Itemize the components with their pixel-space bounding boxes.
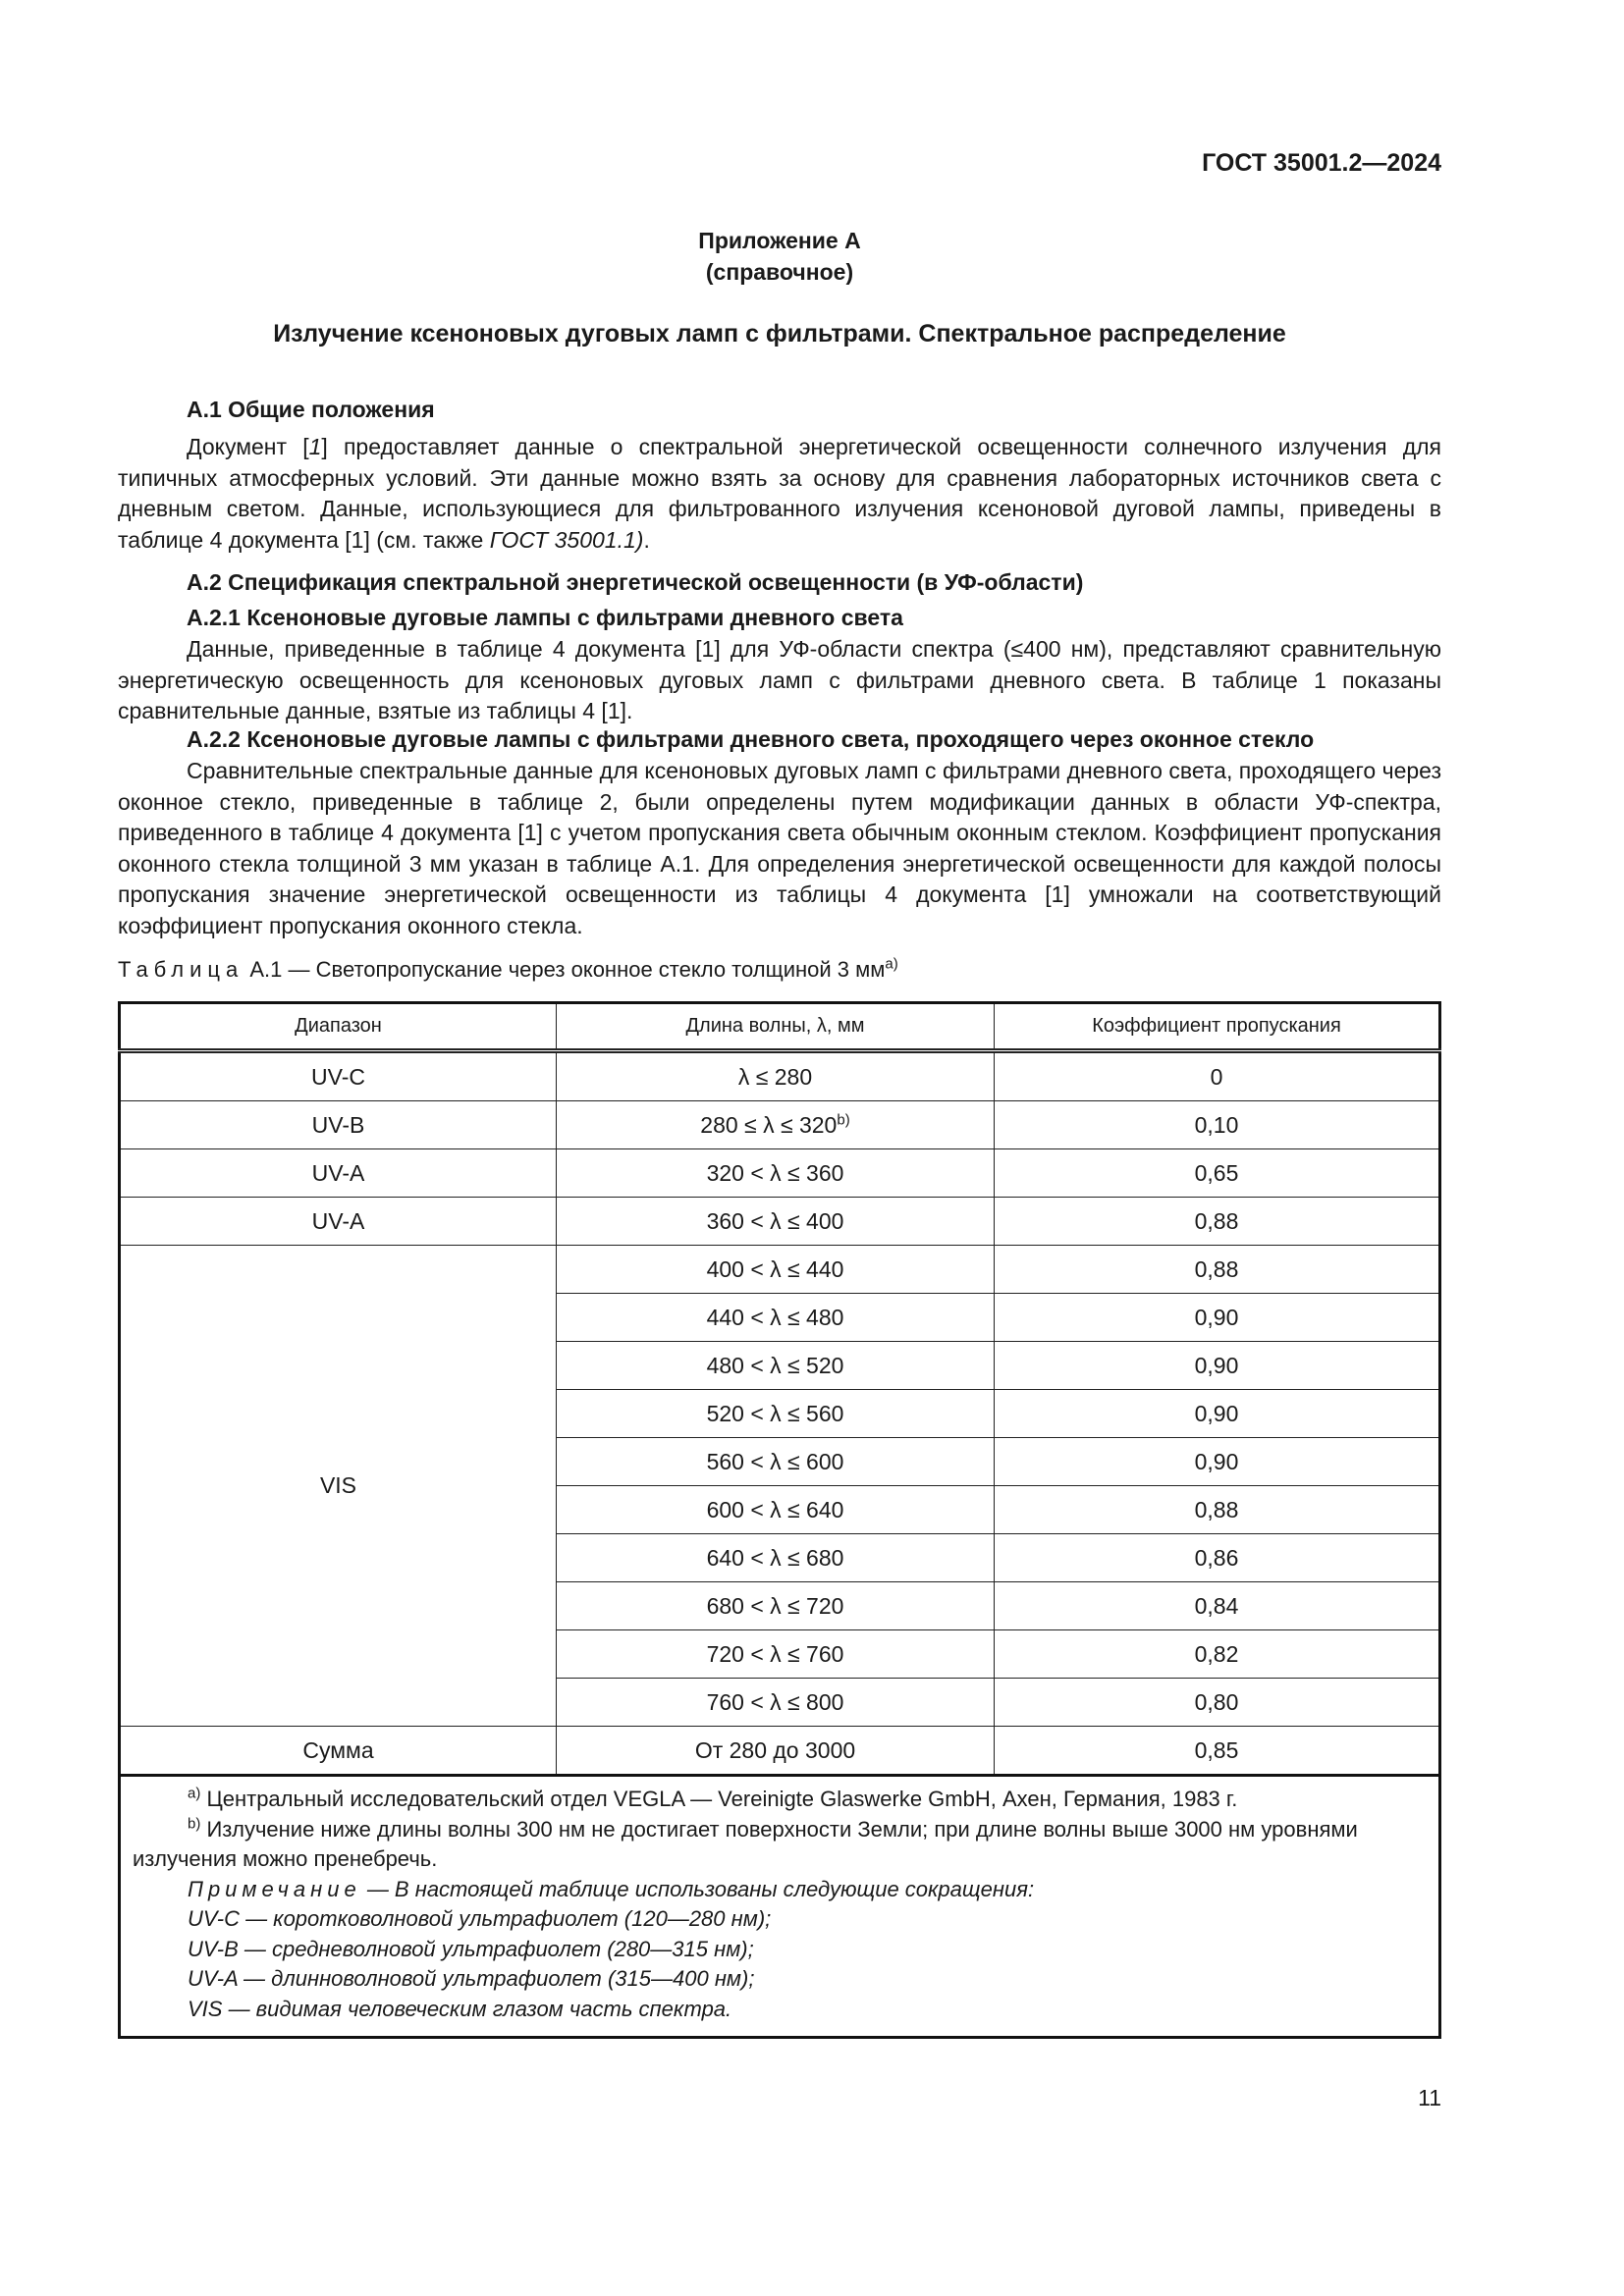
- coefficient-cell-text: 0,90: [1194, 1400, 1239, 1426]
- column-header: Коэффициент пропускания: [995, 1003, 1440, 1051]
- note-text: — В настоящей таблице использованы следующие сокращения:: [360, 1876, 1035, 1901]
- wavelength-cell: [557, 1582, 995, 1630]
- coefficient-cell-text: 0,90: [1194, 1448, 1239, 1474]
- section-a2-heading: А.2 Спецификация спектральной энергетической освещенности (в УФ-области): [187, 569, 1084, 595]
- wavelength-cell-text: 280 ≤ λ ≤ 320: [700, 1111, 838, 1138]
- table-row: [120, 1198, 1440, 1246]
- coefficient-cell: [995, 1198, 1440, 1246]
- coefficient-cell: [995, 1294, 1440, 1342]
- table-row: [120, 1246, 1440, 1294]
- caption-label: Таблица: [118, 957, 244, 982]
- section-a21-heading: А.2.1 Ксеноновые дуговые лампы с фильтрами дневного света: [187, 605, 903, 630]
- footnote-mark: a): [188, 1785, 201, 1802]
- wavelength-cell-text: 400 < λ ≤ 440: [706, 1255, 844, 1282]
- wavelength-cell: [557, 1390, 995, 1438]
- wavelength-cell: [557, 1246, 995, 1294]
- wavelength-cell-text: 480 < λ ≤ 520: [706, 1352, 844, 1378]
- coefficient-cell: [995, 1342, 1440, 1390]
- wavelength-cell: [557, 1051, 995, 1101]
- wavelength-cell-text: λ ≤ 280: [737, 1063, 813, 1090]
- wavelength-cell-text: 720 < λ ≤ 760: [706, 1640, 844, 1667]
- range-cell: [120, 1246, 557, 1727]
- coefficient-cell: [995, 1101, 1440, 1149]
- text: ] предоставляет данные о спектральной энергетической освещенности солнечного излучения для типичных атмосферных условий. Эти данные можно взять за основу для сравнения лабораторных источников света с дневным светом. Данные, использующиеся для фильтрованного излучения ксеноновой дуговой лампы, приведены в таблице 4 документа [1] (см. также: [118, 434, 1441, 553]
- text: Документ [: [187, 434, 309, 459]
- range-cell-text: UV-A: [311, 1159, 365, 1186]
- caption-text: А.1 — Светопропускание через оконное стекло толщиной 3 мм: [244, 957, 886, 982]
- footnote-a: [133, 1785, 1427, 1815]
- coefficient-cell: [995, 1149, 1440, 1198]
- wavelength-cell-text: От 280 до 3000: [694, 1736, 856, 1763]
- footnote-b: [133, 1815, 1427, 1875]
- range-cell: [120, 1051, 557, 1101]
- coefficient-cell-text: 0,80: [1194, 1688, 1239, 1715]
- coefficient-cell-text: 0,90: [1194, 1352, 1239, 1378]
- section-a22-text: Сравнительные спектральные данные для ксеноновых дуговых ламп с фильтрами дневного света, проходящего через оконное стекло, приведенные в таблице 2, были определены путем модификации данных в области УФ-спектра, приведенного в таблице 4 документа [1] с учетом пропускания света обычным оконным стеклом. Коэффициент пропускания оконного стекла толщиной 3 мм указан в таблице А.1. Для определения энергетической освещенности для каждой полосы пропускания значение энергетической освещенности из таблицы 4 документа [1] умножали на соответствующий коэффициент пропускания оконного стекла.: [118, 758, 1441, 938]
- coefficient-cell: [995, 1727, 1440, 1776]
- table-row: [120, 1149, 1440, 1198]
- wavelength-cell: [557, 1294, 995, 1342]
- annex-title: Приложение А: [698, 228, 861, 253]
- wavelength-cell-text: 560 < λ ≤ 600: [706, 1448, 844, 1474]
- coefficient-cell: [995, 1582, 1440, 1630]
- table-row: [120, 1101, 1440, 1149]
- wavelength-cell: [557, 1101, 995, 1149]
- range-cell-text: VIS: [319, 1472, 357, 1498]
- section-a1-text: [118, 432, 1441, 556]
- coefficient-cell-text: 0,88: [1194, 1255, 1239, 1282]
- annex-heading: Излучение ксеноновых дуговых ламп с фильтрами. Спектральное распределение: [273, 320, 1286, 347]
- document-code: ГОСТ 35001.2—2024: [1202, 149, 1441, 177]
- standard-reference: ГОСТ 35001.1): [489, 526, 644, 553]
- wavelength-cell: [557, 1342, 995, 1390]
- coefficient-cell: [995, 1534, 1440, 1582]
- range-cell-text: Сумма: [302, 1736, 374, 1763]
- footnote-mark: a): [885, 955, 898, 973]
- abbreviation: UV-A — длинноволновой ультрафиолет (315—400 нм);: [188, 1966, 755, 1991]
- wavelength-cell: [557, 1149, 995, 1198]
- range-cell: [120, 1149, 557, 1198]
- coefficient-cell-text: 0,85: [1194, 1736, 1239, 1763]
- abbreviation: UV-C — коротковолновой ультрафиолет (120—280 нм);: [188, 1906, 772, 1931]
- wavelength-cell: [557, 1534, 995, 1582]
- page-number: 11: [1418, 2085, 1441, 2110]
- wavelength-cell: [557, 1438, 995, 1486]
- footnote-text: Излучение ниже длины волны 300 нм не достигает поверхности Земли; при длине волны выше 3000 нм уровнями излучения можно пренебречь.: [133, 1816, 1358, 1871]
- table-row: [120, 1051, 1440, 1101]
- transmittance-table: [118, 1001, 1441, 2039]
- table-header-row: [120, 1003, 1440, 1051]
- footnote-mark: b): [188, 1815, 201, 1833]
- table-notes: [120, 1776, 1440, 2038]
- abbreviation: UV-B — средневолновой ультрафиолет (280—315 нм);: [188, 1936, 754, 1961]
- table-row: [120, 1727, 1440, 1776]
- wavelength-cell-text: 360 < λ ≤ 400: [706, 1207, 844, 1234]
- coefficient-cell-text: 0,86: [1194, 1544, 1239, 1571]
- wavelength-cell: [557, 1679, 995, 1727]
- coefficient-cell-text: 0,88: [1194, 1207, 1239, 1234]
- coefficient-cell: [995, 1051, 1440, 1101]
- table-notes-row: [120, 1776, 1440, 2038]
- section-a1-heading: А.1 Общие положения: [187, 397, 435, 422]
- coefficient-cell: [995, 1630, 1440, 1679]
- coefficient-cell: [995, 1438, 1440, 1486]
- coefficient-cell-text: 0,84: [1194, 1592, 1239, 1619]
- footnote-mark: b): [837, 1110, 850, 1128]
- range-cell: [120, 1727, 557, 1776]
- coefficient-cell-text: 0: [1210, 1063, 1223, 1090]
- table-caption: [118, 957, 898, 983]
- abbreviation: VIS — видимая человеческим глазом часть спектра.: [188, 1996, 732, 2021]
- coefficient-cell-text: 0,65: [1194, 1159, 1239, 1186]
- coefficient-cell-text: 0,10: [1194, 1111, 1239, 1138]
- wavelength-cell: [557, 1486, 995, 1534]
- column-header: Диапазон: [120, 1003, 557, 1051]
- range-cell-text: UV-B: [311, 1111, 365, 1138]
- wavelength-cell-text: 640 < λ ≤ 680: [706, 1544, 844, 1571]
- wavelength-cell-text: 320 < λ ≤ 360: [706, 1159, 844, 1186]
- range-cell-text: UV-C: [311, 1063, 365, 1090]
- range-cell-text: UV-A: [311, 1207, 365, 1234]
- range-cell: [120, 1198, 557, 1246]
- wavelength-cell-text: 600 < λ ≤ 640: [706, 1496, 844, 1522]
- coefficient-cell: [995, 1246, 1440, 1294]
- section-a21-text: Данные, приведенные в таблице 4 документа [1] для УФ-области спектра (≤400 нм), представляют сравнительную энергетическую освещенность для ксеноновых дуговых ламп с фильтрами дневного света. В таблице 1 показаны сравнительные данные, взятые из таблицы 4 [1].: [118, 636, 1441, 723]
- wavelength-cell-text: 760 < λ ≤ 800: [706, 1688, 844, 1715]
- column-header: Длина волны, λ, мм: [557, 1003, 995, 1051]
- coefficient-cell: [995, 1390, 1440, 1438]
- wavelength-cell: [557, 1727, 995, 1776]
- note-label: Примечание: [188, 1876, 361, 1901]
- note: [133, 1875, 1427, 1905]
- range-cell: [120, 1101, 557, 1149]
- section-a22-heading: А.2.2 Ксеноновые дуговые лампы с фильтрами дневного света, проходящего через оконное стекло: [187, 726, 1315, 752]
- coefficient-cell-text: 0,82: [1194, 1640, 1239, 1667]
- coefficient-cell-text: 0,88: [1194, 1496, 1239, 1522]
- text: .: [643, 526, 650, 553]
- coefficient-cell-text: 0,90: [1194, 1304, 1239, 1330]
- wavelength-cell-text: 680 < λ ≤ 720: [706, 1592, 844, 1619]
- footnote-text: Центральный исследовательский отдел VEGLA — Vereinigte Glaswerke GmbH, Ахен, Германия, 1983 г.: [200, 1787, 1238, 1811]
- reference: 1: [308, 434, 322, 459]
- wavelength-cell: [557, 1198, 995, 1246]
- wavelength-cell: [557, 1630, 995, 1679]
- wavelength-cell-text: 440 < λ ≤ 480: [706, 1304, 844, 1330]
- annex-type: (справочное): [705, 259, 854, 285]
- coefficient-cell: [995, 1679, 1440, 1727]
- wavelength-cell-text: 520 < λ ≤ 560: [706, 1400, 844, 1426]
- coefficient-cell: [995, 1486, 1440, 1534]
